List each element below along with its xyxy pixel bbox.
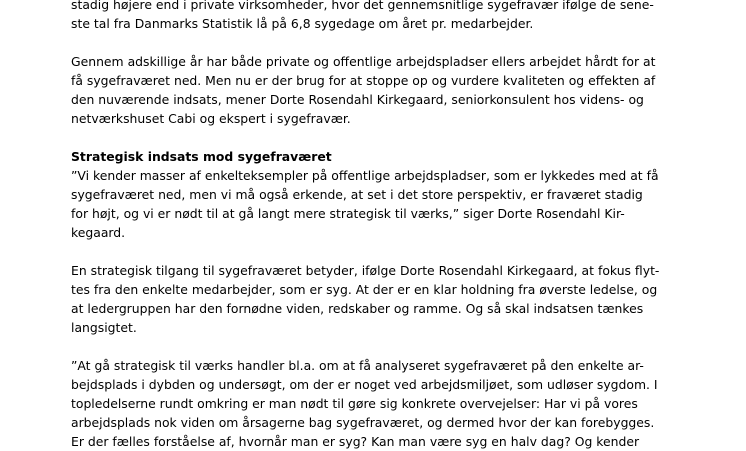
text-line: ”Vi kender masser af enkelteksempler på offentlige arbejdspladser, som er lykkedes med at få [71,168,659,183]
paragraph-analysis [71,356,721,451]
paragraph-quote [71,166,721,242]
text-line: langsigtet. [71,320,137,335]
text-line: En strategisk tilgang til sygefraværet betyder, ifølge Dorte Rosendahl Kirkegaard, at fokus flyt- [71,263,660,278]
text-line: tes fra den enkelte medarbejder, som er syg. At der er en klar holdning fra øverste ledelse, og [71,282,658,297]
paragraph-gap [71,128,721,147]
text-line: sygefraværet ned, men vi må også erkende, at set i det store perspektiv, er fraværet stadig [71,187,643,202]
paragraph-intro [71,0,721,33]
paragraph-gap [71,33,721,52]
document-body [71,0,721,451]
text-line: ste tal fra Danmarks Statistik lå på 6,8 sygedage om året pr. medarbejder. [71,16,534,31]
text-line: Gennem adskillige år har både private og offentlige arbejdspladser ellers arbejdet hårdt for at [71,54,656,69]
paragraph-gap [71,242,721,261]
text-line: for højt, og vi er nødt til at gå langt mere strategisk til værks,” siger Dorte Rosendahl Kir- [71,206,625,221]
paragraph-gap [71,337,721,356]
paragraph-efforts [71,52,721,128]
section-heading: Strategisk indsats mod sygefraværet [71,149,332,164]
text-line: bejdsplads i dybden og undersøgt, om der er noget ved arbejdsmiljøet, som udløser sygdom. I [71,377,658,392]
text-line: at ledergruppen har den fornødne viden, redskaber og ramme. Og så skal indsatsen tænkes [71,301,644,316]
text-line: kegaard. [71,225,126,240]
text-line: netværkshuset Cabi og ekspert i sygefravær. [71,111,351,126]
paragraph-strategy [71,261,721,337]
text-line: den nuværende indsats, mener Dorte Rosendahl Kirkegaard, seniorkonsulent hos videns- og [71,92,644,107]
text-line: stadig højere end i private virksomheder, hvor det gennemsnitlige sygefravær ifølge de sene- [71,0,654,12]
text-line: Er der fælles forståelse af, hvornår man er syg? Kan man være syg en halv dag? Og kender [71,434,640,449]
text-line: få sygefraværet ned. Men nu er der brug for at stoppe op og vurdere kvaliteten og effekten af [71,73,656,88]
text-line: ”At gå strategisk til værks handler bl.a. om at få analyseret sygefraværet på den enkelte ar- [71,358,644,373]
text-line: arbejdsplads nok viden om årsagerne bag sygefraværet, og dermed hvor der kan forebygges. [71,415,655,430]
text-line: topledelserne rundt omkring er man nødt til gøre sig konkrete overvejelser: Har vi på vores [71,396,638,411]
